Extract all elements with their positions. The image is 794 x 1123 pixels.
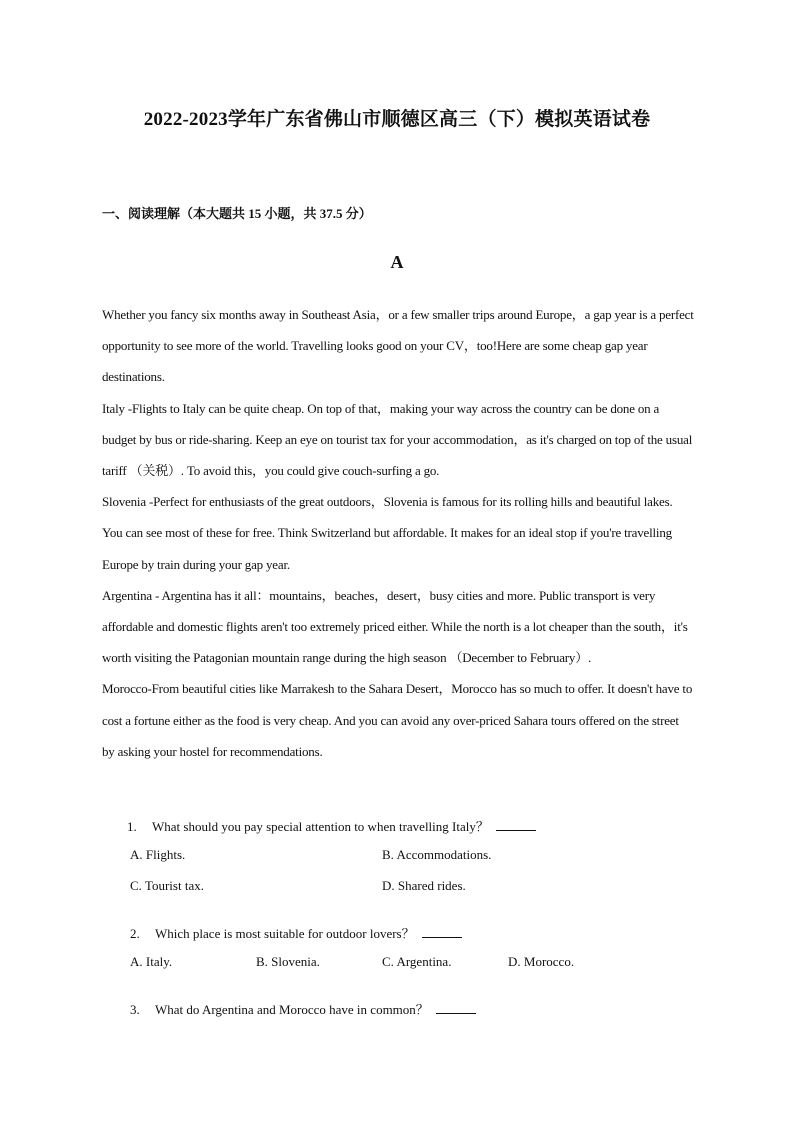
question-3-text: What do Argentina and Morocco have in common？ [155,1002,429,1017]
q1-option-d[interactable]: D. Shared rides. [382,878,466,893]
question-3 [130,999,476,1018]
answer-blank-3[interactable] [436,1001,476,1014]
question-1-text: What should you pay special attention to when travelling Italy？ [152,819,489,834]
question-2 [130,923,462,942]
q2-option-a[interactable]: A. Italy. [130,954,173,969]
q2-option-d[interactable]: D. Morocco. [508,954,575,969]
answer-blank-1[interactable] [496,818,536,831]
question-2-text: Which place is most suitable for outdoor lovers？ [155,926,415,941]
reading-passage [102,299,694,767]
question-1 [127,816,536,835]
q1-option-b[interactable]: B. Accommodations. [382,847,492,862]
answer-blank-2[interactable] [422,925,462,938]
passage-paragraph-italy: Italy -Flights to Italy can be quite cheap. On top of that，making your way across the country can be done on a budget by bus or ride-sharing. Keep an eye on tourist tax for your accommodation，as it's charged on top of the usual tariff （关税）. To avoid this，you could give couch-surfing a go. [102,400,693,479]
passage-label: A [390,252,404,272]
q2-option-b[interactable]: B. Slovenia. [256,954,320,969]
passage-paragraph-morocco: Morocco-From beautiful cities like Marrakesh to the Sahara Desert，Morocco has so much to offer. It doesn't have to cost a fortune either as the food is very cheap. And you can avoid any over-priced Sahara tours offered on the street by asking your hostel for recommendations. [102,681,693,759]
q2-option-c[interactable]: C. Argentina. [382,954,452,969]
q1-option-a[interactable]: A. Flights. [130,847,186,862]
q1-option-c[interactable]: C. Tourist tax. [130,878,204,893]
passage-paragraph-intro: Whether you fancy six months away in Southeast Asia，or a few smaller trips around Europe，a gap year is a perfect opportunity to see more of the world. Travelling looks good on your CV，too!Here are some cheap gap year destinations. [102,307,694,385]
passage-paragraph-slovenia: Slovenia -Perfect for enthusiasts of the great outdoors，Slovenia is famous for its rolling hills and beautiful lakes. You can see most of these for free. Think Switzerland but affordable. It makes for an ideal stop if you're travelling Europe by train during your gap year. [102,494,673,572]
page-title: 2022-2023学年广东省佛山市顺德区高三（下）模拟英语试卷 [143,109,651,130]
question-3-number: 3. [130,1002,140,1017]
question-2-number: 2. [130,926,140,941]
question-1-number: 1. [127,819,137,834]
passage-paragraph-argentina: Argentina - Argentina has it all：mountains，beaches，desert，busy cities and more. Public transport is very affordable and domestic flights aren't too extremely priced either. While the north is a lot cheaper than the south，it's worth visiting the Patagonian mountain range during the high season （December to February）. [102,587,688,666]
section-heading: 一、阅读理解（本大题共 15 小题，共 37.5 分） [102,206,372,221]
